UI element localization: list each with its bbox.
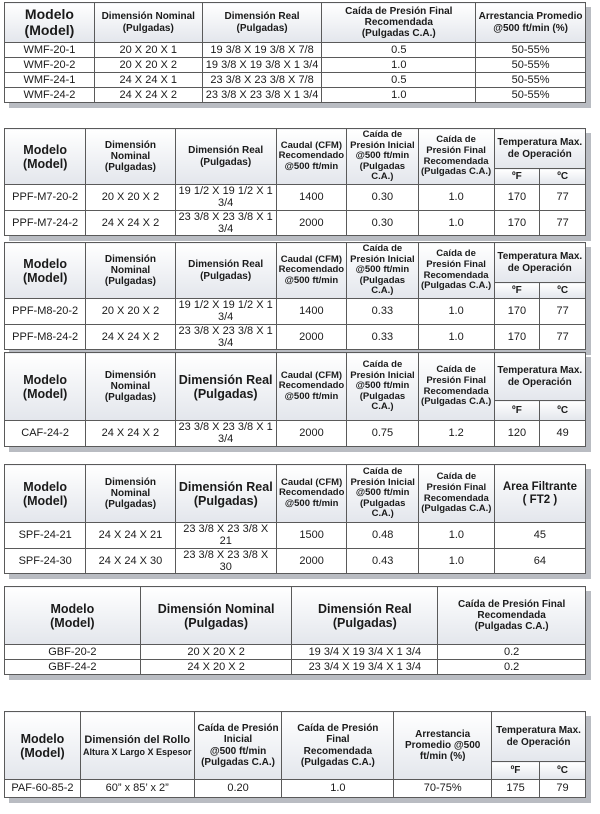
header-filter-area: Area Filtrante ( FT2 ) <box>494 465 585 523</box>
header-final-pressure-drop: Caída de Presión Final Recomendada (Pulgadas C.A.) <box>438 587 586 645</box>
cell-real: 23 3/8 X 23 3/8 X 1 3/4 <box>202 88 322 103</box>
cell-model: GBF-24-2 <box>5 660 141 675</box>
cell-nominal: 24 X 24 X 30 <box>86 548 175 574</box>
cell-temp-c: 79 <box>540 780 586 798</box>
table-spf <box>4 464 586 574</box>
header-max-temperature: Temperatura Max. de Operación <box>494 353 585 401</box>
header-initial-pressure-drop: Caída de Presión Inicial @500 ft/min (Pulgadas C.A.) <box>194 712 282 780</box>
header-model: Modelo (Model) <box>5 3 95 43</box>
cell-model: PPF-M8-20-2 <box>5 299 86 325</box>
cell-real: 19 1/2 X 19 1/2 X 1 3/4 <box>175 299 276 325</box>
cell-flow: 1500 <box>276 523 346 549</box>
cell-roll-dimension: 60” x 85’ x 2” <box>80 780 194 798</box>
header-real-dimension: Dimensión Real (Pulgadas) <box>202 3 322 43</box>
table-row <box>5 548 586 574</box>
header-initial-pressure-drop: Caída de Presión Inicial @500 ft/min (Pulgadas C.A.) <box>347 465 419 523</box>
unit-celsius: ºC <box>540 169 586 185</box>
header-initial-pressure-drop: Caída de Presión Inicial @500 ft/min (Pulgadas C.A.) <box>347 353 419 421</box>
cell-temp-f: 170 <box>494 299 540 325</box>
cell-real: 19 3/8 X 19 3/8 X 7/8 <box>202 43 322 58</box>
cell-flow: 2000 <box>276 210 346 236</box>
table-gbf <box>4 586 586 675</box>
header-real-dimension: Dimensión Real (Pulgadas) <box>175 243 276 299</box>
cell-final-drop: 1.0 <box>418 210 494 236</box>
cell-temp-c: 77 <box>540 185 586 211</box>
cell-model: CAF-24-2 <box>5 421 86 447</box>
cell-final-drop: 1.0 <box>418 324 494 350</box>
unit-fahrenheit: ºF <box>494 401 540 421</box>
table-ppf-m8 <box>4 242 586 350</box>
table-row <box>5 58 586 73</box>
cell-flow: 2000 <box>276 421 346 447</box>
header-final-pressure-drop: Caída de Presión Final Recomendada (Pulgadas C.A.) <box>418 353 494 421</box>
table-row <box>5 324 586 350</box>
cell-real: 23 3/8 X 23 3/8 X 1 3/4 <box>175 210 276 236</box>
cell-arrestance: 70-75% <box>394 780 492 798</box>
cell-real: 23 3/8 X 23 3/8 X 30 <box>175 548 276 574</box>
table-ppf-m7 <box>4 128 586 236</box>
cell-flow: 2000 <box>276 548 346 574</box>
cell-model: WMF-24-1 <box>5 73 95 88</box>
cell-model: SPF-24-30 <box>5 548 86 574</box>
cell-nominal: 24 X 24 X 21 <box>86 523 175 549</box>
cell-nominal: 20 X 20 X 2 <box>86 185 175 211</box>
cell-model: PPF-M7-24-2 <box>5 210 86 236</box>
header-nominal-dimension: Dimensión Nominal (Pulgadas) <box>86 353 175 421</box>
cell-final-drop: 0.2 <box>438 645 586 660</box>
header-flow: Caudal (CFM) Recomendado @500 ft/min <box>276 129 346 185</box>
cell-arrestance: 50-55% <box>476 73 586 88</box>
header-initial-pressure-drop: Caída de Presión Inicial @500 ft/min (Pulgadas C.A.) <box>347 243 419 299</box>
cell-arrestance: 50-55% <box>476 43 586 58</box>
cell-flow: 1400 <box>276 299 346 325</box>
header-model: Modelo (Model) <box>5 129 86 185</box>
table-header-row <box>5 353 586 401</box>
unit-fahrenheit: ºF <box>492 762 540 780</box>
cell-final-drop: 1.0 <box>418 299 494 325</box>
table-row <box>5 299 586 325</box>
header-final-pressure-drop: Caída de Presión Final Recomendada (Pulgadas C.A.) <box>418 129 494 185</box>
cell-final-drop: 0.5 <box>322 73 476 88</box>
header-flow: Caudal (CFM) Recomendado @500 ft/min <box>276 465 346 523</box>
cell-nominal: 20 X 20 X 2 <box>140 645 292 660</box>
cell-real: 23 3/8 X 23 3/8 X 21 <box>175 523 276 549</box>
cell-real: 23 3/4 X 19 3/4 X 1 3/4 <box>292 660 438 675</box>
header-model: Modelo (Model) <box>5 243 86 299</box>
table-header-row <box>5 3 586 43</box>
cell-temp-f: 170 <box>494 210 540 236</box>
cell-temp-f: 170 <box>494 185 540 211</box>
cell-nominal: 20 X 20 X 1 <box>94 43 202 58</box>
cell-real: 23 3/8 X 23 3/8 X 1 3/4 <box>175 421 276 447</box>
header-model: Modelo (Model) <box>5 587 141 645</box>
cell-nominal: 24 X 20 X 2 <box>140 660 292 675</box>
header-real-dimension: Dimensión Real (Pulgadas) <box>175 353 276 421</box>
cell-initial-drop: 0.33 <box>347 299 419 325</box>
table-row <box>5 185 586 211</box>
cell-temp-f: 120 <box>494 421 540 447</box>
cell-final-drop: 0.2 <box>438 660 586 675</box>
header-roll-dimension: Dimensión del Rollo Altura X Largo X Espesor <box>80 712 194 780</box>
cell-flow: 1400 <box>276 185 346 211</box>
header-max-temperature: Temperatura Max. de Operación <box>494 129 585 169</box>
cell-model: PPF-M8-24-2 <box>5 324 86 350</box>
cell-flow: 2000 <box>276 324 346 350</box>
table-row <box>5 523 586 549</box>
cell-final-drop: 1.0 <box>418 523 494 549</box>
cell-nominal: 24 X 24 X 2 <box>94 88 202 103</box>
cell-model: WMF-20-2 <box>5 58 95 73</box>
cell-final-drop: 1.0 <box>418 185 494 211</box>
cell-real: 23 3/8 X 23 3/8 X 7/8 <box>202 73 322 88</box>
cell-filter-area: 45 <box>494 523 585 549</box>
cell-nominal: 20 X 20 X 2 <box>86 299 175 325</box>
table-header-row <box>5 465 586 523</box>
header-initial-pressure-drop: Caída de Presión Inicial @500 ft/min (Pulgadas C.A.) <box>347 129 419 185</box>
cell-temp-c: 77 <box>540 210 586 236</box>
header-flow: Caudal (CFM) Recomendado @500 ft/min <box>276 243 346 299</box>
cell-real: 19 3/8 X 19 3/8 X 1 3/4 <box>202 58 322 73</box>
unit-fahrenheit: ºF <box>494 283 540 299</box>
cell-initial-drop: 0.30 <box>347 185 419 211</box>
header-max-temperature: Temperatura Max. de Operación <box>494 243 585 283</box>
cell-final-drop: 1.2 <box>418 421 494 447</box>
cell-arrestance: 50-55% <box>476 58 586 73</box>
cell-model: GBF-20-2 <box>5 645 141 660</box>
header-nominal-dimension: Dimensión Nominal (Pulgadas) <box>140 587 292 645</box>
cell-initial-drop: 0.43 <box>347 548 419 574</box>
cell-model: SPF-24-21 <box>5 523 86 549</box>
table-row <box>5 660 586 675</box>
table-row <box>5 43 586 58</box>
unit-celsius: ºC <box>540 762 586 780</box>
table-row <box>5 780 586 798</box>
cell-final-drop: 1.0 <box>282 780 394 798</box>
cell-arrestance: 50-55% <box>476 88 586 103</box>
table-wmf <box>4 2 586 103</box>
cell-real: 23 3/8 X 23 3/8 X 1 3/4 <box>175 324 276 350</box>
cell-initial-drop: 0.20 <box>194 780 282 798</box>
header-final-pressure-drop: Caída de Presión Final Recomendada (Pulgadas C.A.) <box>418 465 494 523</box>
header-nominal-dimension: Dimensión Nominal (Pulgadas) <box>94 3 202 43</box>
cell-filter-area: 64 <box>494 548 585 574</box>
cell-initial-drop: 0.75 <box>347 421 419 447</box>
table-row <box>5 88 586 103</box>
cell-nominal: 24 X 24 X 2 <box>86 210 175 236</box>
cell-final-drop: 1.0 <box>322 58 476 73</box>
cell-temp-c: 77 <box>540 324 586 350</box>
table-row <box>5 645 586 660</box>
unit-celsius: ºC <box>540 283 586 299</box>
cell-nominal: 24 X 24 X 2 <box>86 421 175 447</box>
header-real-dimension: Dimensión Real (Pulgadas) <box>292 587 438 645</box>
cell-nominal: 20 X 20 X 2 <box>94 58 202 73</box>
cell-real: 19 3/4 X 19 3/4 X 1 3/4 <box>292 645 438 660</box>
cell-temp-c: 49 <box>540 421 586 447</box>
header-average-arrestance: Arrestancia Promedio @500 ft/min (%) <box>394 712 492 780</box>
unit-fahrenheit: ºF <box>494 169 540 185</box>
cell-temp-c: 77 <box>540 299 586 325</box>
cell-initial-drop: 0.30 <box>347 210 419 236</box>
header-nominal-dimension: Dimensión Nominal (Pulgadas) <box>86 129 175 185</box>
cell-model: WMF-24-2 <box>5 88 95 103</box>
table-header-row <box>5 129 586 169</box>
header-model: Modelo (Model) <box>5 712 81 780</box>
header-model: Modelo (Model) <box>5 465 86 523</box>
cell-nominal: 24 X 24 X 2 <box>86 324 175 350</box>
cell-final-drop: 0.5 <box>322 43 476 58</box>
cell-model: PPF-M7-20-2 <box>5 185 86 211</box>
table-paf <box>4 711 586 798</box>
cell-temp-f: 175 <box>492 780 540 798</box>
header-max-temperature: Temperatura Max. de Operación <box>492 712 586 762</box>
unit-celsius: ºC <box>540 401 586 421</box>
cell-initial-drop: 0.33 <box>347 324 419 350</box>
table-header-row <box>5 587 586 645</box>
header-real-dimension: Dimensión Real (Pulgadas) <box>175 465 276 523</box>
cell-model: WMF-20-1 <box>5 43 95 58</box>
table-caf <box>4 352 586 447</box>
cell-final-drop: 1.0 <box>322 88 476 103</box>
header-final-pressure-drop: Caída de Presión Final Recomendada (Pulgadas C.A.) <box>418 243 494 299</box>
header-nominal-dimension: Dimensión Nominal (Pulgadas) <box>86 243 175 299</box>
table-row <box>5 421 586 447</box>
header-average-arrestance: Arrestancia Promedio @500 ft/min (%) <box>476 3 586 43</box>
cell-nominal: 24 X 24 X 1 <box>94 73 202 88</box>
header-nominal-dimension: Dimensión Nominal (Pulgadas) <box>86 465 175 523</box>
cell-real: 19 1/2 X 19 1/2 X 1 3/4 <box>175 185 276 211</box>
cell-final-drop: 1.0 <box>418 548 494 574</box>
header-final-pressure-drop: Caída de Presión Final Recomendada (Pulgadas C.A.) <box>282 712 394 780</box>
table-header-row <box>5 712 586 762</box>
cell-model: PAF-60-85-2 <box>5 780 81 798</box>
table-header-row <box>5 243 586 283</box>
header-flow: Caudal (CFM) Recomendado @500 ft/min <box>276 353 346 421</box>
header-model: Modelo (Model) <box>5 353 86 421</box>
table-row <box>5 73 586 88</box>
header-real-dimension: Dimensión Real (Pulgadas) <box>175 129 276 185</box>
header-final-pressure-drop: Caída de Presión Final Recomendada (Pulgadas C.A.) <box>322 3 476 43</box>
cell-initial-drop: 0.48 <box>347 523 419 549</box>
cell-temp-f: 170 <box>494 324 540 350</box>
table-row <box>5 210 586 236</box>
